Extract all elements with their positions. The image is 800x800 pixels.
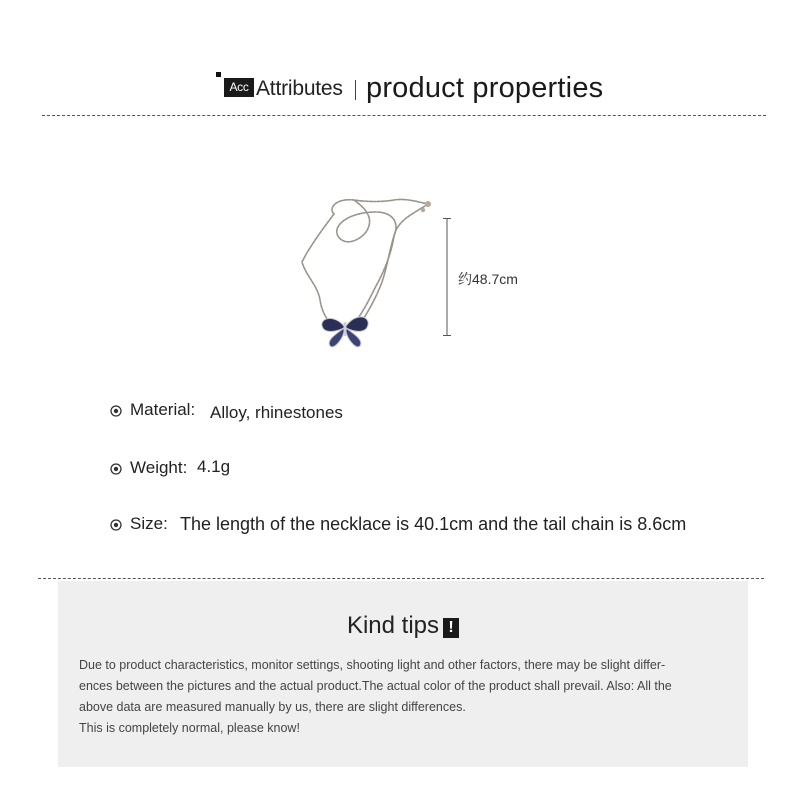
kind-tips-body (79, 655, 731, 739)
butterfly-pendant (322, 317, 368, 347)
exclamation-icon: ! (443, 618, 459, 638)
page-title: product properties (366, 72, 604, 104)
length-measure-bracket (440, 218, 454, 336)
header-separator (355, 80, 356, 100)
header-dot-decoration (216, 72, 221, 77)
attribute-value: 4.1g (197, 457, 231, 476)
header-badge: Acc (224, 78, 254, 97)
attribute-label: Weight: (130, 458, 188, 477)
kind-tips-line: ences between the pictures and the actual product.The actual color of the product shall prevail. Also: All the (79, 679, 672, 693)
kind-tips-line: above data are measured manually by us, there are slight differences. (79, 700, 466, 714)
target-bullet-icon (110, 463, 122, 475)
top-divider (42, 115, 766, 116)
kind-tips-line: Due to product characteristics, monitor settings, shooting light and other factors, there may be slight differ- (79, 658, 666, 672)
target-bullet-icon (110, 519, 122, 531)
kind-tips-title: Kind tips (346, 612, 440, 639)
header-subtitle: Attributes (256, 77, 343, 100)
attribute-label: Size: (130, 514, 168, 533)
length-measure-label: 约48.7cm (458, 271, 518, 287)
necklace-image (296, 190, 446, 350)
attribute-value: Alloy, rhinestones (210, 403, 343, 422)
attribute-value: The length of the necklace is 40.1cm and the tail chain is 8.6cm (180, 514, 687, 534)
kind-tips-panel (58, 581, 748, 767)
kind-tips-heading (58, 611, 748, 641)
attribute-label: Material: (130, 400, 196, 419)
target-bullet-icon (110, 405, 122, 417)
bottom-divider (38, 578, 764, 579)
kind-tips-line: This is completely normal, please know! (79, 721, 300, 735)
